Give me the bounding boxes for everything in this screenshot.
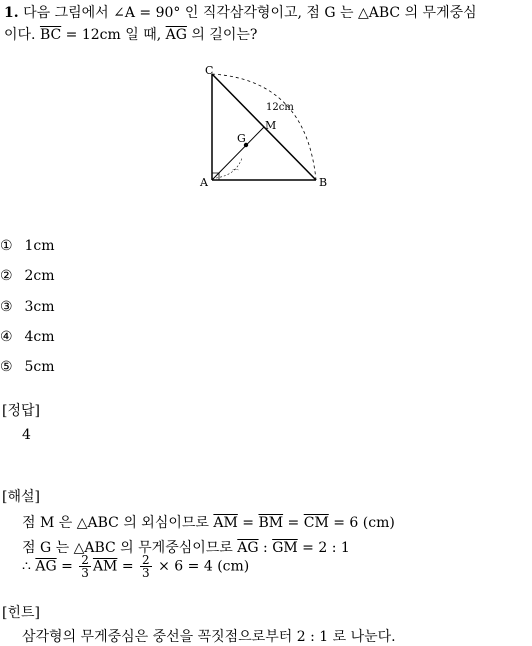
hint-text: 삼각형의 무게중심은 중선을 꼭짓점으로부터 2 : 1 로 나눈다. (22, 629, 396, 645)
fraction-denominator: 3 (81, 566, 89, 580)
segment-bm: $\overline{BM}$ (258, 515, 284, 531)
choice-marker: ① (0, 238, 13, 254)
answer-heading: [정답] (2, 403, 40, 419)
label-c: C (205, 64, 214, 77)
explanation-line-3 (22, 554, 249, 579)
choice-marker: ② (0, 268, 13, 284)
choice-marker: ⑤ (0, 359, 13, 375)
choice-text: 4cm (24, 329, 55, 345)
label-m: M (265, 119, 277, 132)
exp2-colon: : (258, 540, 273, 556)
segment-gm: $\overline{GM}$ (272, 540, 298, 556)
question-line-2 (4, 24, 532, 46)
choice-marker: ④ (0, 329, 13, 345)
question-stem-2c: 의 길이는? (186, 27, 258, 43)
segment-bc: $\overline{BC}$ (39, 27, 62, 43)
exp1-text: 점 M 은 △ABC 의 외심이므로 (22, 515, 214, 531)
segment-ag: $\overline{AG}$ (35, 558, 57, 575)
label-length: 12cm (266, 102, 294, 113)
label-b: B (319, 176, 328, 189)
fraction-numerator: 2 (142, 553, 150, 567)
question-number: 1. (4, 5, 19, 21)
label-mark: ⌒ (232, 169, 239, 177)
fraction-two-thirds (140, 554, 152, 579)
choice-3[interactable] (0, 299, 54, 315)
choice-text: 2cm (24, 268, 55, 284)
exp3-eq: = (56, 558, 78, 575)
exp1-end: = 6 (cm) (328, 515, 395, 531)
question-line-1 (4, 2, 532, 24)
choice-text: 5cm (24, 359, 55, 375)
choice-4[interactable] (0, 329, 54, 345)
triangle-figure (196, 60, 336, 195)
segment-am: $\overline{AM}$ (213, 515, 238, 531)
exp1-eq1: = (237, 515, 259, 531)
choice-marker: ③ (0, 299, 13, 315)
explanation-line-1 (22, 512, 395, 532)
explanation-heading: [해설] (2, 489, 40, 505)
answer-value: 4 (22, 427, 31, 443)
segment-am: $\overline{AM}$ (92, 558, 118, 575)
question-stem-2a: 이다. (4, 27, 40, 43)
choice-1[interactable] (0, 238, 54, 254)
choice-5[interactable] (0, 359, 54, 375)
exp2-end: = 2 : 1 (297, 540, 350, 556)
choice-text: 1cm (24, 238, 55, 254)
hint-heading: [힌트] (2, 605, 40, 621)
fraction-denominator: 3 (142, 566, 150, 580)
fraction-numerator: 2 (81, 553, 89, 567)
segment-ag: $\overline{AG}$ (237, 540, 259, 556)
choice-text: 3cm (24, 299, 55, 315)
exp1-eq2: = (283, 515, 304, 531)
exp3-eq2: = (117, 558, 139, 575)
question-text (4, 2, 532, 46)
choice-2[interactable] (0, 268, 54, 284)
fraction-two-thirds (79, 554, 91, 579)
segment-ag: $\overline{AG}$ (165, 27, 187, 43)
label-a: A (200, 176, 208, 189)
exp2-text: 점 G 는 △ABC 의 무게중심이므로 (22, 540, 238, 556)
exp3-end: × 6 = 4 (cm) (153, 558, 250, 575)
question-stem-2b: = 12cm 일 때, (61, 27, 166, 43)
label-g: G (237, 132, 246, 145)
question-stem-1: 다음 그림에서 ∠A = 90° 인 직각삼각형이고, 점 G 는 △ABC 의 무게중심 (23, 5, 477, 21)
therefore-symbol: ∴ (22, 558, 36, 575)
segment-cm: $\overline{CM}$ (303, 515, 329, 531)
